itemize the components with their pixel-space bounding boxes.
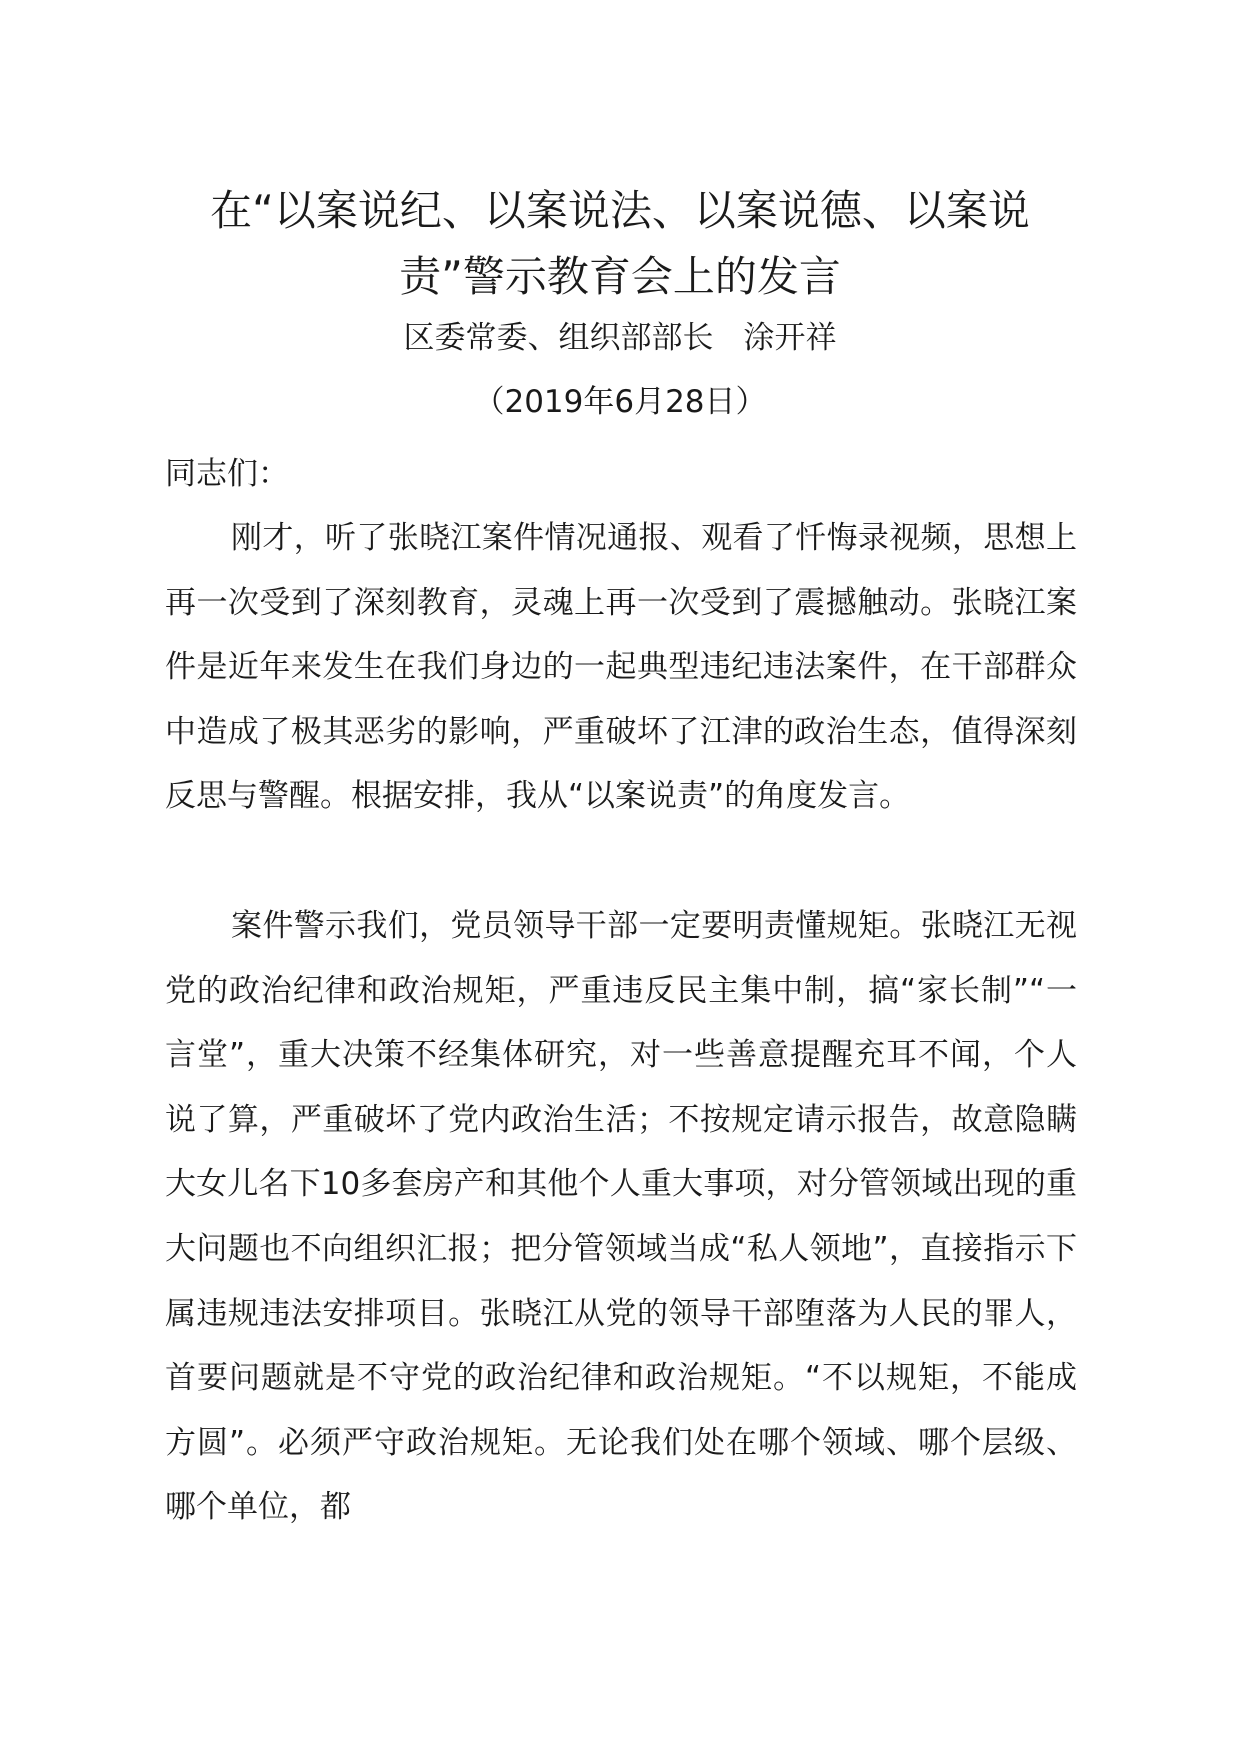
author-position: 区委常委、组织部部长: [403, 320, 714, 356]
salutation: 同志们：: [165, 456, 289, 492]
speech-date: （2019年6月28日）: [473, 384, 767, 420]
author-line: [150, 316, 1090, 360]
document-title-line-1: 在“以案说纪、以案说法、以案说德、以案说: [210, 186, 1030, 235]
body-paragraph-1: 刚才，听了张晓江案件情况通报、观看了忏悔录视频，思想上再一次受到了深刻教育，灵魂上再一次受到了震撼触动。张晓江案件是近年来发生在我们身边的一起典型违纪违法案件，在干部群众中造成了极其恶劣的影响，严重破坏了江津的政治生态，值得深刻反思与警醒。根据安排，我从“以案说责”的角度发言。: [165, 520, 1077, 815]
document-title-line-2: 责”警示教育会上的发言: [399, 252, 841, 301]
author-name: 涂开祥: [743, 320, 837, 356]
body-paragraph-2: 案件警示我们，党员领导干部一定要明责懂规矩。张晓江无视党的政治纪律和政治规矩，严重违反民主集中制，搞“家长制”“一言堂”，重大决策不经集体研究，对一些善意提醒充耳不闻，个人说了算，严重破坏了党内政治生活；不按规定请示报告，故意隐瞒大女儿名下10多套房产和其他个人重大事项，对分管领域出现的重大问题也不向组织汇报；把分管领域当成“私人领地”，直接指示下属违规违法安排项目。张晓江从党的领导干部堕落为人民的罪人，首要问题就是不守党的政治纪律和政治规矩。“不以规矩，不能成方圆”。必须严守政治规矩。无论我们处在哪个领域、哪个层级、哪个单位，都: [165, 908, 1077, 1526]
